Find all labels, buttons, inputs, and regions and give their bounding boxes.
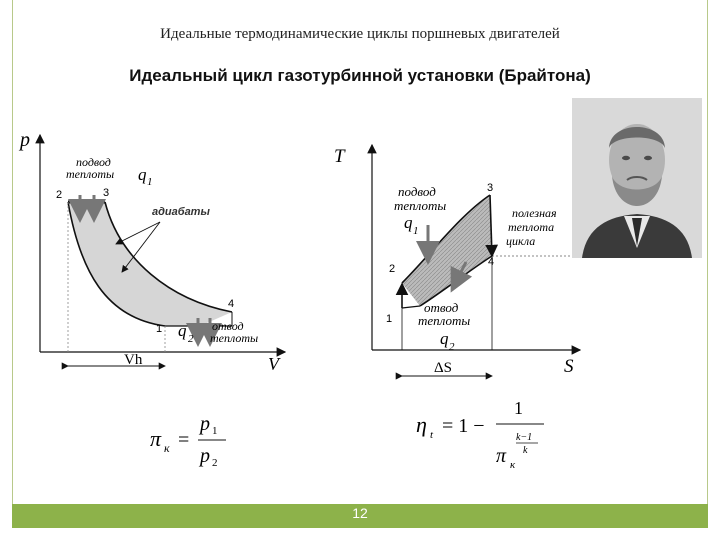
pv-point-3: 3 (103, 187, 110, 199)
ts-point-1: 1 (386, 313, 393, 325)
ts-useful-line2: теплота (508, 220, 555, 234)
slide-title: Идеальный цикл газотурбинной установки (Брайтона) (129, 66, 591, 85)
formula-pi-equals: = (178, 429, 190, 451)
formula-p1: p (200, 413, 210, 435)
ts-heat-out-q-sub: 2 (449, 341, 455, 353)
formula-p1-sub: 1 (212, 425, 218, 437)
formula-exponent-den: k (523, 445, 528, 456)
formula-pi: π (150, 426, 162, 451)
page-number: 12 (352, 505, 368, 521)
ts-axis-s-label: S (564, 356, 574, 377)
formula-eta-pi: π (496, 445, 507, 467)
formula-efficiency (416, 398, 544, 471)
formula-pi-sub: к (164, 441, 170, 455)
formula-one-minus: = 1 − (442, 415, 485, 437)
formula-p2: p (200, 445, 210, 467)
pv-heat-out-line2: теплоты (210, 331, 259, 345)
portrait-drawing (572, 98, 702, 258)
pv-heat-out-q: q (178, 321, 187, 340)
ts-heat-in-line2: теплоты (394, 198, 447, 213)
pv-adiabats-label: адиабаты (152, 206, 210, 218)
formula-numerator: 1 (514, 398, 523, 418)
pv-heat-out-line1: отвод (212, 319, 244, 333)
pv-cycle-area (68, 202, 235, 326)
ts-deltas-label: ΔS (434, 360, 452, 376)
ts-point-2: 2 (389, 263, 396, 275)
pv-point-1: 1 (156, 323, 163, 335)
pv-adiabat-pointer-1 (116, 222, 160, 244)
ts-axis-t-label: T (334, 146, 345, 167)
pv-diagram (18, 129, 285, 374)
formula-exponent: k−1 (516, 432, 533, 443)
pv-point-4: 4 (228, 298, 235, 310)
ts-heat-in-q-sub: 1 (413, 225, 419, 237)
pv-heat-in-q: q (138, 165, 147, 184)
formula-eta-sub: t (430, 429, 434, 441)
ts-point-3: 3 (487, 182, 494, 194)
ts-heat-out-q: q (440, 329, 449, 348)
ts-heat-out-line2: теплоты (418, 313, 471, 328)
ts-bottom-edge (402, 306, 420, 308)
pv-heat-in-q-sub: 1 (147, 176, 153, 188)
ts-heat-in-line1: подвод (398, 184, 436, 199)
pv-vh-label: Vh (124, 352, 143, 368)
pv-axis-p-label: p (20, 129, 30, 151)
formula-eta: η (416, 412, 427, 437)
formula-pressure-ratio (150, 413, 226, 469)
formula-eta-pi-sub: к (510, 459, 516, 471)
pv-heat-in-line1: подвод (76, 155, 111, 169)
ts-diagram (334, 145, 580, 377)
formula-p2-sub: 2 (212, 457, 218, 469)
pv-point-2: 2 (56, 189, 63, 201)
pv-axis-v-label: V (268, 354, 279, 374)
ts-useful-line1: полезная (512, 206, 557, 220)
portrait-photo (572, 98, 702, 258)
slide-supertitle: Идеальные термодинамические циклы поршневых двигателей (160, 26, 560, 42)
ts-point-4: 4 (488, 256, 495, 268)
pv-heat-out-q-sub: 2 (188, 333, 194, 345)
ts-useful-line3: цикла (506, 234, 536, 248)
ts-heat-out-line1: отвод (424, 300, 459, 315)
ts-heat-in-q: q (404, 213, 413, 232)
pv-heat-in-line2: теплоты (66, 167, 115, 181)
